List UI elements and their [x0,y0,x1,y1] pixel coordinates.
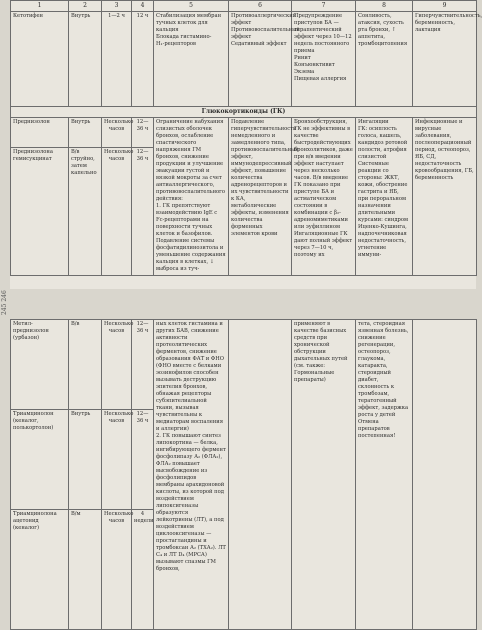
onset: Несколько часов [102,118,132,148]
top-page [10,0,482,289]
route: Внутрь [69,12,102,107]
table-row-ketotifen [11,12,477,107]
indications: Бронхообструкция, ГК не эффективны в качестве быстродействующих бронхолитиков, даже при в/в введении эффект наступает через несколько часов. В/в введение ГК показано при приступе БА и астматическом состоянии в комбинации с β₂-адреномиметиками или эуфиллином Ингаляционные ГК дают полный эффект через 7—10 ч, поэтому их [292,118,356,276]
duration: 12—36 ч [132,148,154,276]
drug-name: Триамцинолон (кеналог, полькортолон) [11,410,69,510]
drug-name: Метил-преднизолон (урбазон) [11,320,69,410]
drug-name: Преднизолона гемисукцинат [11,148,69,276]
contraindications: Гиперчувствительность, беременность, лактация [413,12,477,107]
indications: применяют в качестве базисных средств при хронической обструкции дыхательных путей (см. также: Гормональные препараты) [292,320,356,630]
mechanism: ных клеток гистамина и других БАВ, снижение активности протеолитических ферментов, снижение образования ФАТ и ФНО (ФНО вместе с белками эозинофилов способен вызывать деструкцию эпителия бронхов, обнажая рецепторы субэпителиальной ткани, вызывая чувствительны к медиаторам воспаления и аллергии) 2. ГК повышают синтез липокортина — белка, ингибирующего фермент фосфолипазу А₂ (ФЛА₂), ФЛА₂ повышает высвобождение из фосфолипидов мембраны арахидоновой кислоты, из которой под воздействием липоксигеназы образуются лейкотриены (ЛТ), а под воздействием циклооксигеназы — простагландины и тромбоксан А₂ (ТХА₂). ЛТ C₄ и ЛТ D₄ (МРСА) вызывают спазмы ГМ бронхов, [154,320,229,630]
onset: Несколько часов [102,410,132,510]
section-title: Глюкокортикоиды (ГК) [11,107,477,118]
column-number: 9 [413,1,477,12]
column-number: 5 [154,1,229,12]
side-effects: Сонливость, атаксия, сухость рта бронхи, ↑ аппетита, тромбоцитопения [356,12,413,107]
duration: 12—36 ч [132,118,154,148]
effects: Противоаллергический эффект Противовоспалительный эффект Седативный эффект [229,12,292,107]
bottom-page [10,319,476,630]
page-number-gutter [0,289,10,319]
duration: 12 ч [132,12,154,107]
drug-table-top [10,0,482,276]
section-row [11,107,477,118]
onset: Несколько часов [102,510,132,630]
column-number: 8 [356,1,413,12]
column-number: 7 [292,1,356,12]
side-effects: Ингаляции ГК: осиплость голоса, кашель, кандидоз ротовой полости, атрофия слизистой Системные реакции со стороны: ЖКТ, кожи, обострение гастрита и ЯБ, при пероральном назначении длительными курсами: синдром Иценко-Кушинга, надпочечниковая недостаточность, угнетение иммуни- [356,118,413,276]
column-number: 6 [229,1,292,12]
column-number-row [11,1,477,12]
duration: 4 недели [132,510,154,630]
drug-name: Кетотифен [11,12,69,107]
column-number: 2 [69,1,102,12]
effects: Подавление гиперчувствительности немедленного и замедленного типа, противовоспалительный эффект, иммунодепрессивный эффект, повышение количества адренорецепторов и их чувствительности к КА, метаболические эффекты, изменения количества форменных элементов крови [229,118,292,276]
mechanism: Ограничение набухания слизистых оболочек бронхов, ослабление спастического напряжения ГМ бронхов, снижение продукции и улучшение эвакуации густой и вязкой мокроты за счет антиаллергического, противовоспалительного действия: 1. ГК препятствуют взаимодействию IgE с Fc-рецепторами на поверхности тучных клеток и базофилов. Подавление системы фосфатидилинозитола и уменьшение содержания кальция в клетках, ↓ выброса из туч- [154,118,229,276]
route: Внутрь [69,410,102,510]
table-row-methylprednisolone [11,320,477,410]
page-numbers: 245 246 [1,290,8,315]
onset: Несколько часов [102,320,132,410]
onset: Несколько часов [102,148,132,276]
effects [229,320,292,630]
route: В/в струйно, затем капельно [69,148,102,276]
side-effects: тета, стероидная язвенная болезнь, снижение регенерации, остеопороз, глаукома, катаракта, стероидный диабет, склонность к тромбозам, тератогенный эффект, задержка роста у детей Отмена препаратов постепенная! [356,320,413,630]
contraindications: Инфекционные и вирусные заболевания, послеоперационный период, остеопороз, ЯБ, СД, недостаточность кровообращения, ГБ, беременность [413,118,477,276]
onset: 1—2 ч [102,12,132,107]
column-number: 1 [11,1,69,12]
contraindications [413,320,477,630]
mechanism: Стабилизация мембран тучных клеток для кальция Блокада гистамино- Н₁-рецепторов [154,12,229,107]
duration: 12—36 ч [132,320,154,410]
drug-name: Преднизолон [11,118,69,148]
column-number: 4 [132,1,154,12]
route: В/в [69,320,102,410]
table-row-prednisolone [11,118,477,148]
drug-table-bottom [10,319,477,630]
route: В/м [69,510,102,630]
indications: Предупреждение приступов БА — терапевтический эффект через 10—12 недель постоянного приема Ринит Конъюнктивит Экзема Пищевая аллергия [292,12,356,107]
route: Внутрь [69,118,102,148]
drug-name: Триамцинолона ацетонид (кеналог) [11,510,69,630]
column-number: 3 [102,1,132,12]
duration: 12—36 ч [132,410,154,510]
